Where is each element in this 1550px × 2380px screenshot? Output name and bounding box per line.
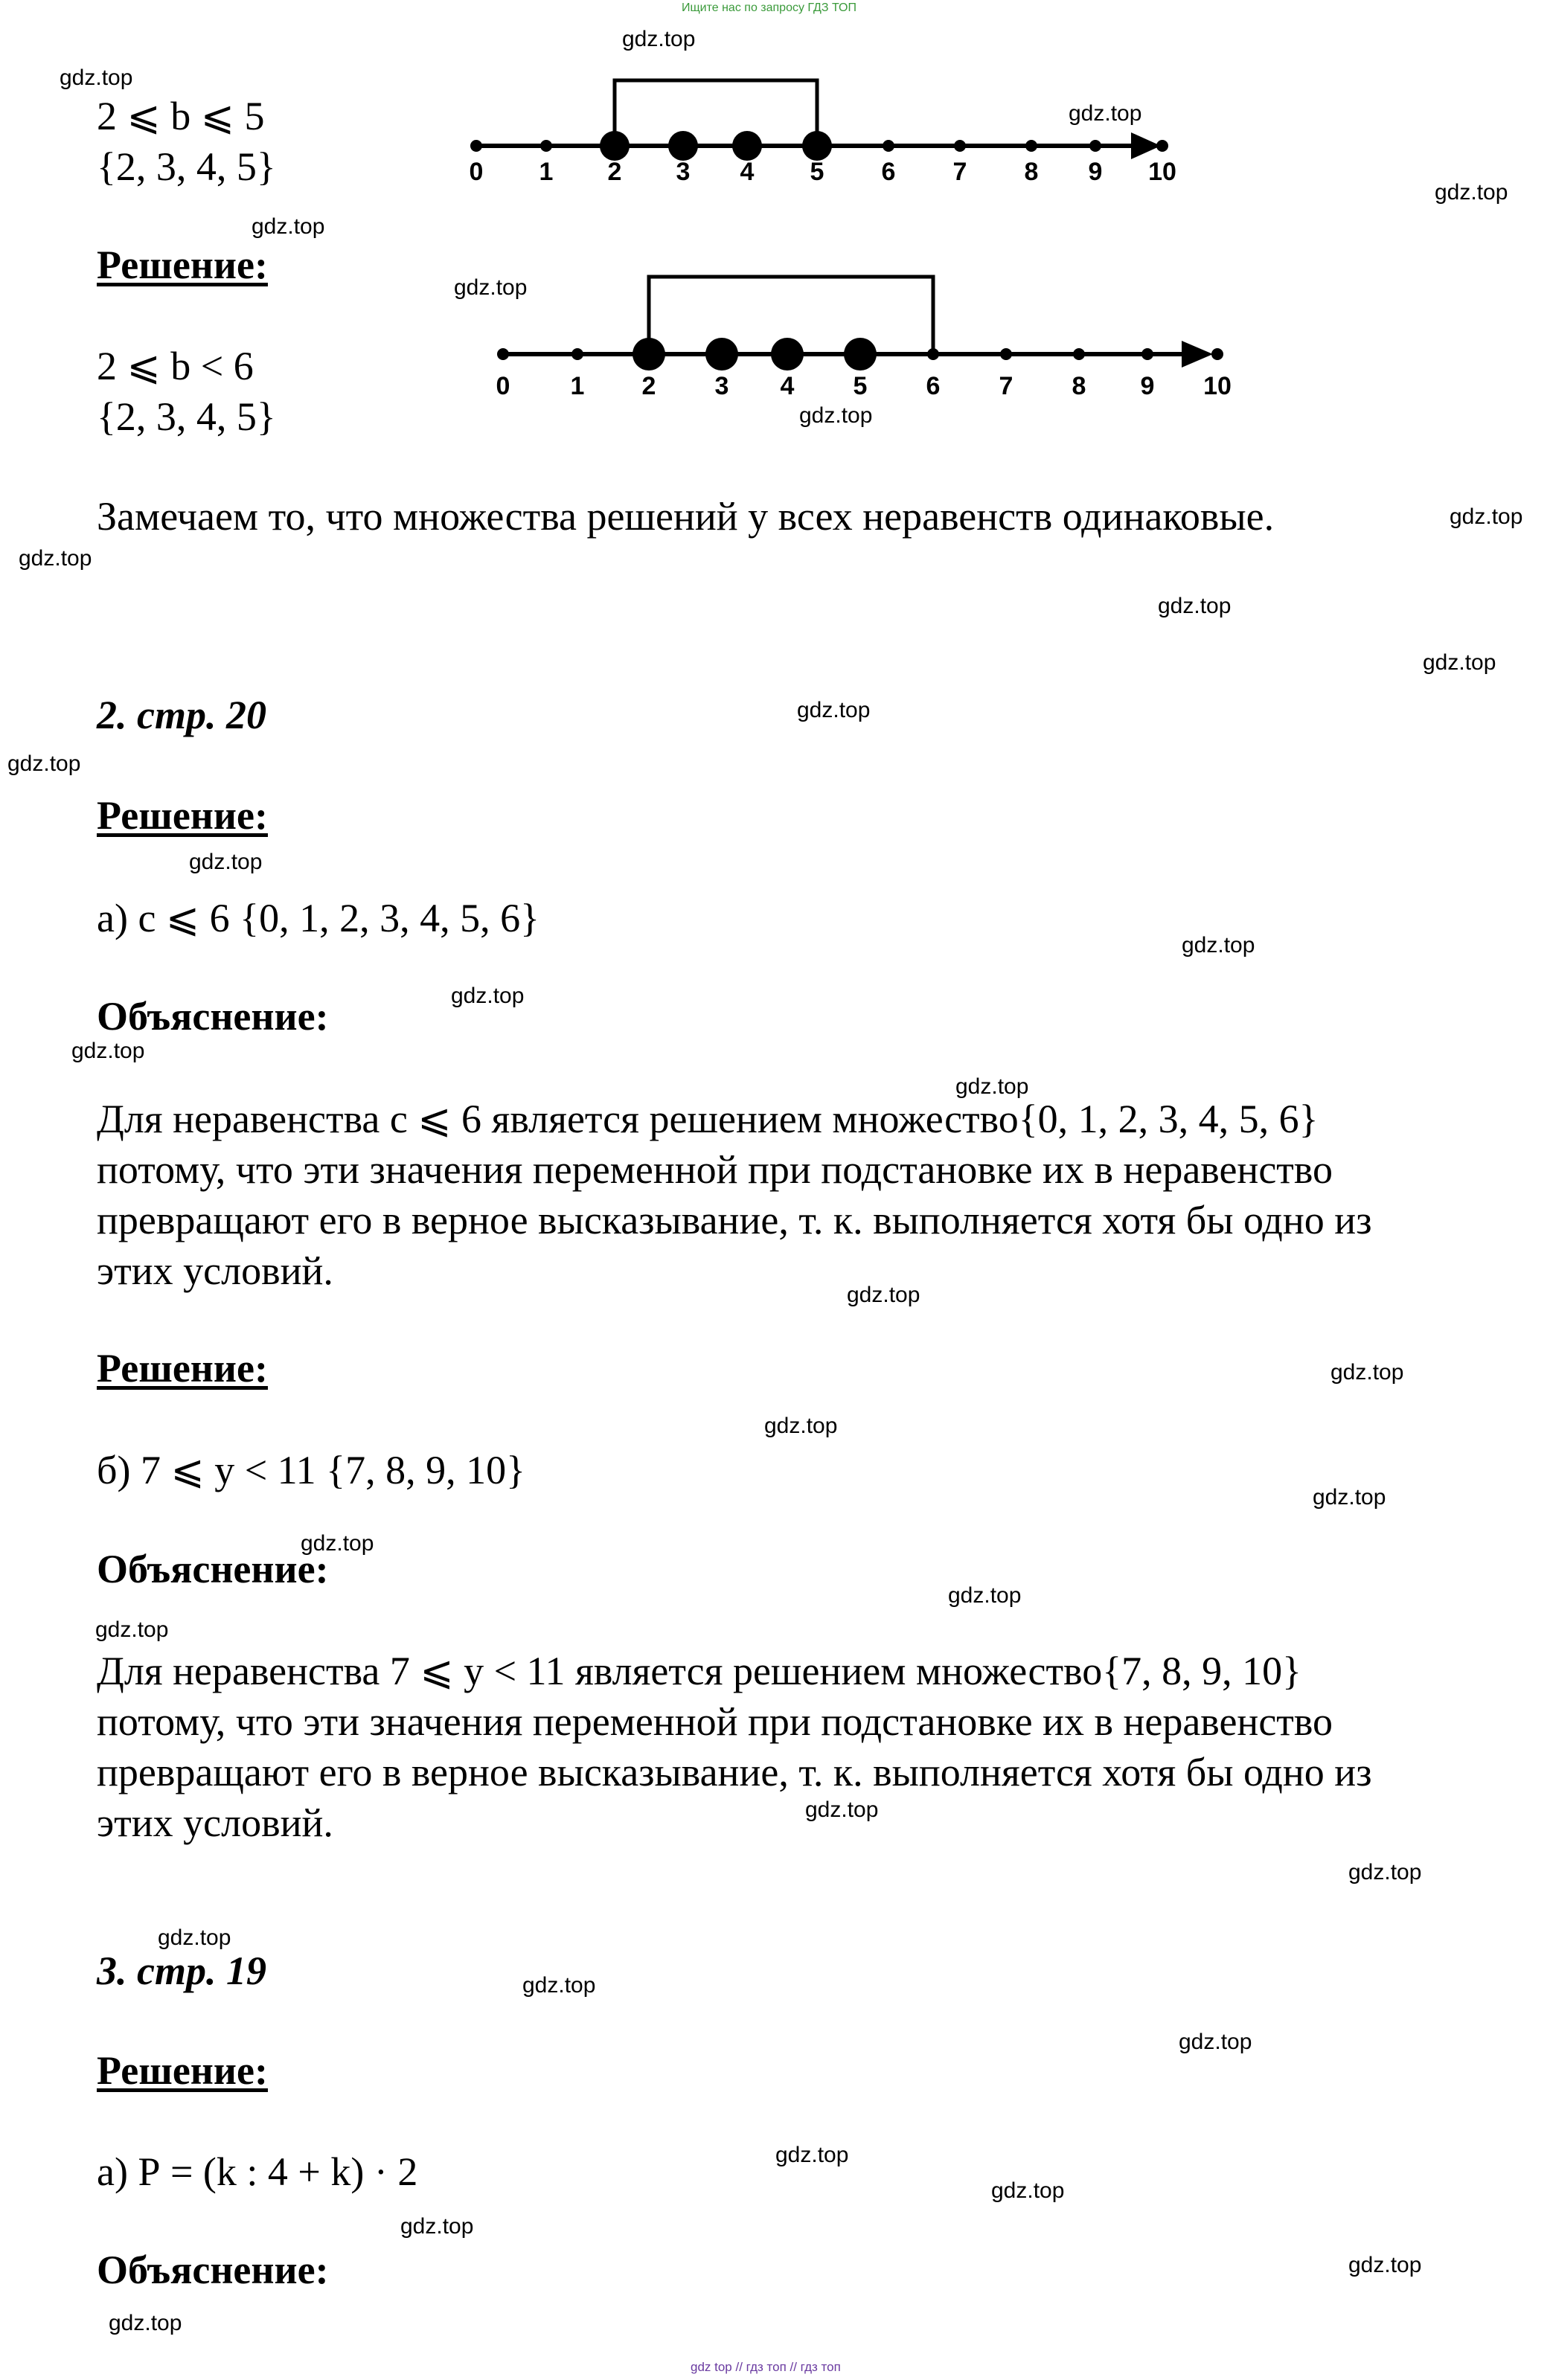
watermark: gdz.top xyxy=(1330,1360,1404,1385)
watermark: gdz.top xyxy=(1158,594,1232,618)
watermark: gdz.top xyxy=(7,751,81,776)
filled-point-3 xyxy=(705,338,738,371)
explanation-heading: Объяснение: xyxy=(97,1547,329,1591)
inequality-2: 2 ⩽ b < 6 xyxy=(97,344,254,388)
tick-label-3: 3 xyxy=(676,158,691,186)
tick-point-8 xyxy=(1025,140,1037,152)
watermark: gdz.top xyxy=(19,546,92,571)
explanation-line: Для неравенства 7 ⩽ у < 11 является решением множество{7, 8, 9, 10} xyxy=(97,1649,1302,1693)
tick-point-9 xyxy=(1089,140,1101,152)
answer-3a: а) Р = (k : 4 + k) · 2 xyxy=(97,2149,418,2194)
watermark: gdz.top xyxy=(252,214,325,239)
tick-label-10: 10 xyxy=(1148,158,1176,186)
tick-point-6 xyxy=(883,140,894,152)
watermark: gdz.top xyxy=(799,403,873,428)
solution-set-1: {2, 3, 4, 5} xyxy=(97,144,276,189)
tick-label-8: 8 xyxy=(1072,372,1086,400)
watermark: gdz.top xyxy=(189,850,263,874)
solution-heading: Решение: xyxy=(97,243,268,287)
watermark: gdz.top xyxy=(1182,933,1255,958)
bottom-links: gdz top // гдз топ // гдз топ xyxy=(691,2360,841,2374)
watermark: gdz.top xyxy=(158,1925,231,1950)
watermark: gdz.top xyxy=(109,2311,182,2335)
section-2-title: 2. стр. 20 xyxy=(97,693,266,737)
watermark: gdz.top xyxy=(1348,2253,1422,2277)
watermark: gdz.top xyxy=(400,2214,474,2239)
tick-point-0 xyxy=(470,140,482,152)
watermark: gdz.top xyxy=(1313,1485,1386,1510)
explanation-line: превращают его в верное высказывание, т. к. выполняется хотя бы одно из xyxy=(97,1750,1372,1794)
tick-label-7: 7 xyxy=(999,372,1013,400)
tick-label-10: 10 xyxy=(1203,372,1232,400)
watermark: gdz.top xyxy=(1450,504,1523,529)
filled-point-5 xyxy=(844,338,877,371)
watermark: gdz.top xyxy=(301,1531,374,1556)
tick-label-8: 8 xyxy=(1024,158,1039,186)
explanation-heading: Объяснение: xyxy=(97,2248,329,2292)
tick-label-6: 6 xyxy=(881,158,896,186)
watermark: gdz.top xyxy=(622,27,696,51)
tick-point-10 xyxy=(1156,140,1168,152)
inequality-1: 2 ⩽ b ⩽ 5 xyxy=(97,94,265,138)
explanation-line: превращают его в верное высказывание, т. к. выполняется хотя бы одно из xyxy=(97,1198,1372,1242)
watermark: gdz.top xyxy=(797,698,871,722)
tick-label-1: 1 xyxy=(539,158,554,186)
filled-point-4 xyxy=(771,338,804,371)
explanation-line: потому, что эти значения переменной при подстановке их в неравенство xyxy=(97,1147,1333,1192)
tick-point-8 xyxy=(1073,348,1085,360)
top-notice: Ищите нас по запросу ГДЗ ТОП xyxy=(682,1,856,14)
watermark: gdz.top xyxy=(95,1617,169,1642)
tick-label-1: 1 xyxy=(570,372,585,400)
answer-a: а) с ⩽ 6 {0, 1, 2, 3, 4, 5, 6} xyxy=(97,896,540,940)
watermark: gdz.top xyxy=(522,1973,596,1998)
watermark: gdz.top xyxy=(451,984,525,1008)
axis-arrow xyxy=(1182,341,1213,368)
tick-point-7 xyxy=(954,140,966,152)
explanation-line: потому, что эти значения переменной при подстановке их в неравенство xyxy=(97,1699,1333,1744)
section-3-title: 3. стр. 19 xyxy=(97,1948,266,1993)
watermark: gdz.top xyxy=(955,1074,1029,1099)
explanation-heading: Объяснение: xyxy=(97,994,329,1039)
tick-label-9: 9 xyxy=(1140,372,1155,400)
answer-b: б) 7 ⩽ у < 11 {7, 8, 9, 10} xyxy=(97,1448,525,1492)
tick-point-1 xyxy=(571,348,583,360)
tick-point-10 xyxy=(1211,348,1223,360)
tick-point-0 xyxy=(497,348,509,360)
watermark: gdz.top xyxy=(1435,180,1508,205)
solution-heading: Решение: xyxy=(97,1346,268,1391)
tick-label-0: 0 xyxy=(496,372,510,400)
tick-point-7 xyxy=(1000,348,1012,360)
tick-label-2: 2 xyxy=(607,158,622,186)
solution-bracket xyxy=(615,80,817,146)
tick-label-5: 5 xyxy=(853,372,868,400)
tick-label-6: 6 xyxy=(926,372,941,400)
watermark: gdz.top xyxy=(948,1583,1022,1608)
filled-point-4 xyxy=(732,131,762,161)
number-line-2 xyxy=(469,260,1250,409)
watermark: gdz.top xyxy=(1348,1860,1422,1885)
tick-label-0: 0 xyxy=(469,158,484,186)
solution-heading: Решение: xyxy=(97,793,268,838)
explanation-a xyxy=(97,1094,1511,1296)
tick-label-7: 7 xyxy=(952,158,967,186)
watermark: gdz.top xyxy=(71,1039,145,1063)
tick-label-3: 3 xyxy=(714,372,729,400)
solution-heading: Решение: xyxy=(97,2048,268,2093)
watermark: gdz.top xyxy=(991,2178,1065,2203)
number-line-1 xyxy=(446,60,1191,193)
watermark: gdz.top xyxy=(1179,2030,1252,2054)
watermark: gdz.top xyxy=(1069,101,1142,126)
tick-label-9: 9 xyxy=(1088,158,1103,186)
watermark: gdz.top xyxy=(764,1414,838,1438)
tick-point-1 xyxy=(540,140,552,152)
watermark: gdz.top xyxy=(847,1283,920,1307)
tick-label-4: 4 xyxy=(740,158,755,186)
explanation-line: этих условий. xyxy=(97,1800,333,1845)
explanation-line: Для неравенства с ⩽ 6 является решением множество{0, 1, 2, 3, 4, 5, 6} xyxy=(97,1097,1319,1141)
watermark: gdz.top xyxy=(60,65,133,90)
tick-label-4: 4 xyxy=(780,372,795,400)
explanation-b xyxy=(97,1646,1511,1848)
note-text: Замечаем то, что множества решений у всех неравенств одинаковые. xyxy=(97,494,1275,539)
explanation-line: этих условий. xyxy=(97,1248,333,1293)
watermark: gdz.top xyxy=(775,2143,849,2167)
watermark: gdz.top xyxy=(454,275,528,300)
watermark: gdz.top xyxy=(805,1797,879,1822)
tick-point-9 xyxy=(1141,348,1153,360)
tick-label-5: 5 xyxy=(810,158,824,186)
solution-set-2: {2, 3, 4, 5} xyxy=(97,394,276,439)
tick-label-2: 2 xyxy=(641,372,656,400)
watermark: gdz.top xyxy=(1423,650,1496,675)
filled-point-3 xyxy=(668,131,698,161)
